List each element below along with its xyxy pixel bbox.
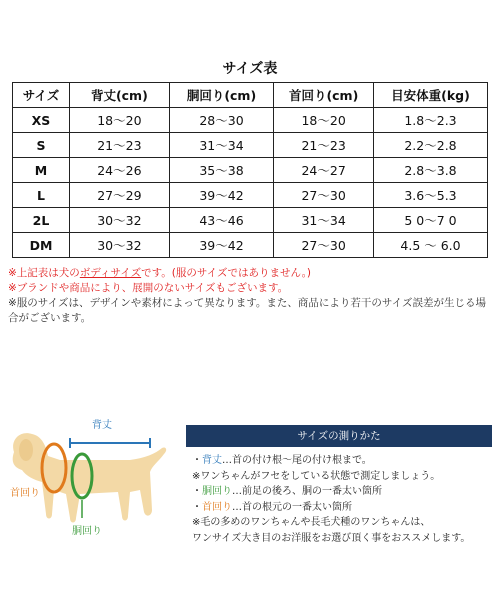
table-row	[13, 158, 488, 183]
table-cell: 18〜20	[70, 108, 170, 133]
dog-measure-diagram	[0, 410, 180, 585]
table-cell: 5 0〜7 0	[374, 208, 488, 233]
table-row	[13, 183, 488, 208]
note-body-size	[8, 266, 496, 281]
table-cell: 35〜38	[169, 158, 274, 183]
table-cell: 21〜23	[274, 133, 374, 158]
column-header: 目安体重(kg)	[374, 83, 488, 108]
table-cell: 28〜30	[169, 108, 274, 133]
back-term: 背丈	[202, 455, 222, 466]
size-cell: 2L	[13, 208, 70, 233]
table-cell: 3.6〜5.3	[374, 183, 488, 208]
chest-guide: ・胴回り…前足の後ろ、胴の一番太い箇所	[192, 486, 382, 498]
dog-illustration	[0, 410, 180, 585]
size-cell: M	[13, 158, 70, 183]
back-label: 背丈	[92, 420, 112, 431]
table-cell: 21〜23	[70, 133, 170, 158]
table-cell: 27〜30	[274, 183, 374, 208]
note-material: ※服のサイズは、デザインや素材によって異なります。また、商品により若干のサイズ誤差が生じる場合がございます。	[8, 297, 487, 324]
column-header: サイズ	[13, 83, 70, 108]
note-text: ※上記表は犬の	[8, 267, 80, 279]
table-row	[13, 133, 488, 158]
size-cell: L	[13, 183, 70, 208]
neck-guide: ・首回り…首の根元の一番太い箇所	[192, 501, 352, 513]
size-cell: DM	[13, 233, 70, 258]
size-cell: XS	[13, 108, 70, 133]
chest-desc: …前足の後ろ、胴の一番太い箇所	[232, 486, 382, 498]
table-cell: 27〜29	[70, 183, 170, 208]
table-cell: 2.8〜3.8	[374, 158, 488, 183]
back-desc: …首の付け根〜尾の付け根まで。	[222, 455, 372, 466]
note-text: です。(服のサイズではありません。)	[141, 267, 312, 279]
note-brand: ※ブランドや商品により、展開のないサイズもございます。	[8, 282, 289, 294]
table-cell: 43〜46	[169, 208, 274, 233]
neck-label: 首回り	[10, 488, 40, 499]
table-row	[13, 108, 488, 133]
table-cell: 31〜34	[274, 208, 374, 233]
table-cell: 27〜30	[274, 233, 374, 258]
table-cell: 24〜27	[274, 158, 374, 183]
table-cell: 2.2〜2.8	[374, 133, 488, 158]
note-emphasis: ボディサイズ	[79, 267, 142, 279]
table-row	[13, 233, 488, 258]
fur-note-line2: ワンサイズ大き目のお洋服をお選び頂く事をおススメします。	[192, 532, 471, 544]
neck-desc: …首の根元の一番太い箇所	[232, 501, 352, 513]
notes-block	[8, 266, 496, 326]
table-cell: 30〜32	[70, 208, 170, 233]
neck-term: 首回り	[202, 501, 232, 513]
size-table	[12, 82, 488, 258]
table-cell: 30〜32	[70, 233, 170, 258]
back-guide: ・背丈…首の付け根〜尾の付け根まで。	[192, 455, 372, 466]
column-header: 首回り(cm)	[274, 83, 374, 108]
table-cell: 4.5 〜 6.0	[374, 233, 488, 258]
back-length-marker	[70, 438, 150, 448]
table-cell: 39〜42	[169, 183, 274, 208]
table-header-row	[13, 83, 488, 108]
table-cell: 39〜42	[169, 233, 274, 258]
column-header: 背丈(cm)	[70, 83, 170, 108]
measure-guide-body	[186, 447, 492, 547]
chest-term: 胴回り	[202, 486, 232, 498]
table-cell: 1.8〜2.3	[374, 108, 488, 133]
chest-label: 胴回り	[72, 526, 102, 537]
table-cell: 18〜20	[274, 108, 374, 133]
table-row	[13, 208, 488, 233]
dog-silhouette	[13, 433, 166, 522]
measure-guide-header: サイズの測りかた	[186, 425, 492, 447]
measure-guide	[186, 425, 492, 547]
table-cell: 24〜26	[70, 158, 170, 183]
column-header: 胴回り(cm)	[169, 83, 274, 108]
back-note: ※ワンちゃんがフセをしている状態で測定しましょう。	[192, 470, 441, 482]
size-cell: S	[13, 133, 70, 158]
fur-note-line1: ※毛の多めのワンちゃんや長毛犬種のワンちゃんは、	[192, 517, 431, 529]
page-title: サイズ表	[222, 61, 278, 77]
table-cell: 31〜34	[169, 133, 274, 158]
